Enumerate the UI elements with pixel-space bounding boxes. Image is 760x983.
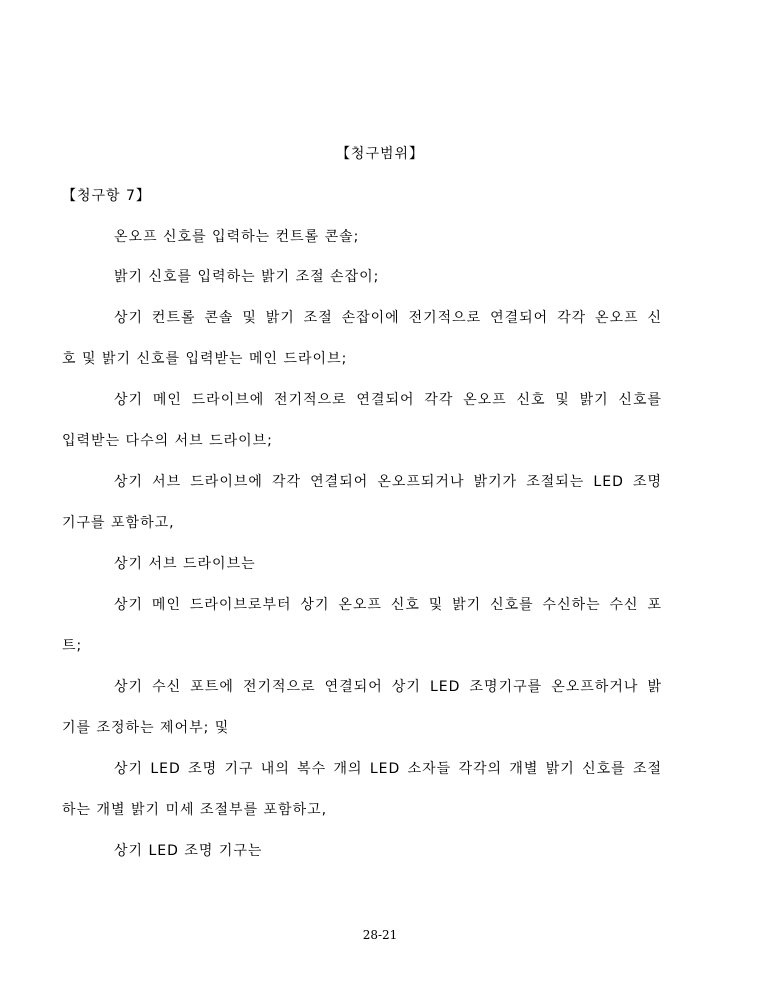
claim-heading: 【청구항 7】	[62, 188, 151, 204]
claim-line: 상기 메인 드라이브로부터 상기 온오프 신호 및 밝기 신호를 수신하는 수신 포	[114, 597, 662, 613]
claim-line: 상기 서브 드라이브는	[114, 556, 256, 572]
claim-line: 온오프 신호를 입력하는 컨트롤 콘솔;	[114, 229, 360, 245]
claim-line: 상기 서브 드라이브에 각각 연결되어 온오프되거나 밝기가 조절되는 LED 조명	[114, 474, 662, 490]
claim-line: 상기 메인 드라이브에 전기적으로 연결되어 각각 온오프 신호 및 밝기 신호를	[114, 392, 662, 408]
claim-line: 상기 컨트롤 콘솔 및 밝기 조절 손잡이에 전기적으로 연결되어 각각 온오프 신	[114, 310, 662, 326]
claim-line: 상기 LED 조명 기구는	[114, 843, 263, 859]
section-title: 【청구범위】	[335, 146, 425, 162]
page-number: 28-21	[362, 928, 398, 942]
claim-line: 밝기 신호를 입력하는 밝기 조절 손잡이;	[114, 269, 380, 285]
claim-line: 입력받는 다수의 서브 드라이브;	[62, 433, 273, 449]
claim-line: 상기 LED 조명 기구 내의 복수 개의 LED 소자들 각각의 개별 밝기 신호를 조절	[114, 761, 662, 777]
claim-line: 하는 개별 밝기 미세 조절부를 포함하고,	[62, 802, 328, 818]
claim-line: 기구를 포함하고,	[62, 515, 175, 531]
claim-line: 호 및 밝기 신호를 입력받는 메인 드라이브;	[62, 351, 348, 367]
claim-line: 트;	[62, 638, 83, 654]
claim-line: 기를 조정하는 제어부; 및	[62, 720, 230, 736]
claim-line: 상기 수신 포트에 전기적으로 연결되어 상기 LED 조명기구를 온오프하거나 밝	[114, 679, 662, 695]
